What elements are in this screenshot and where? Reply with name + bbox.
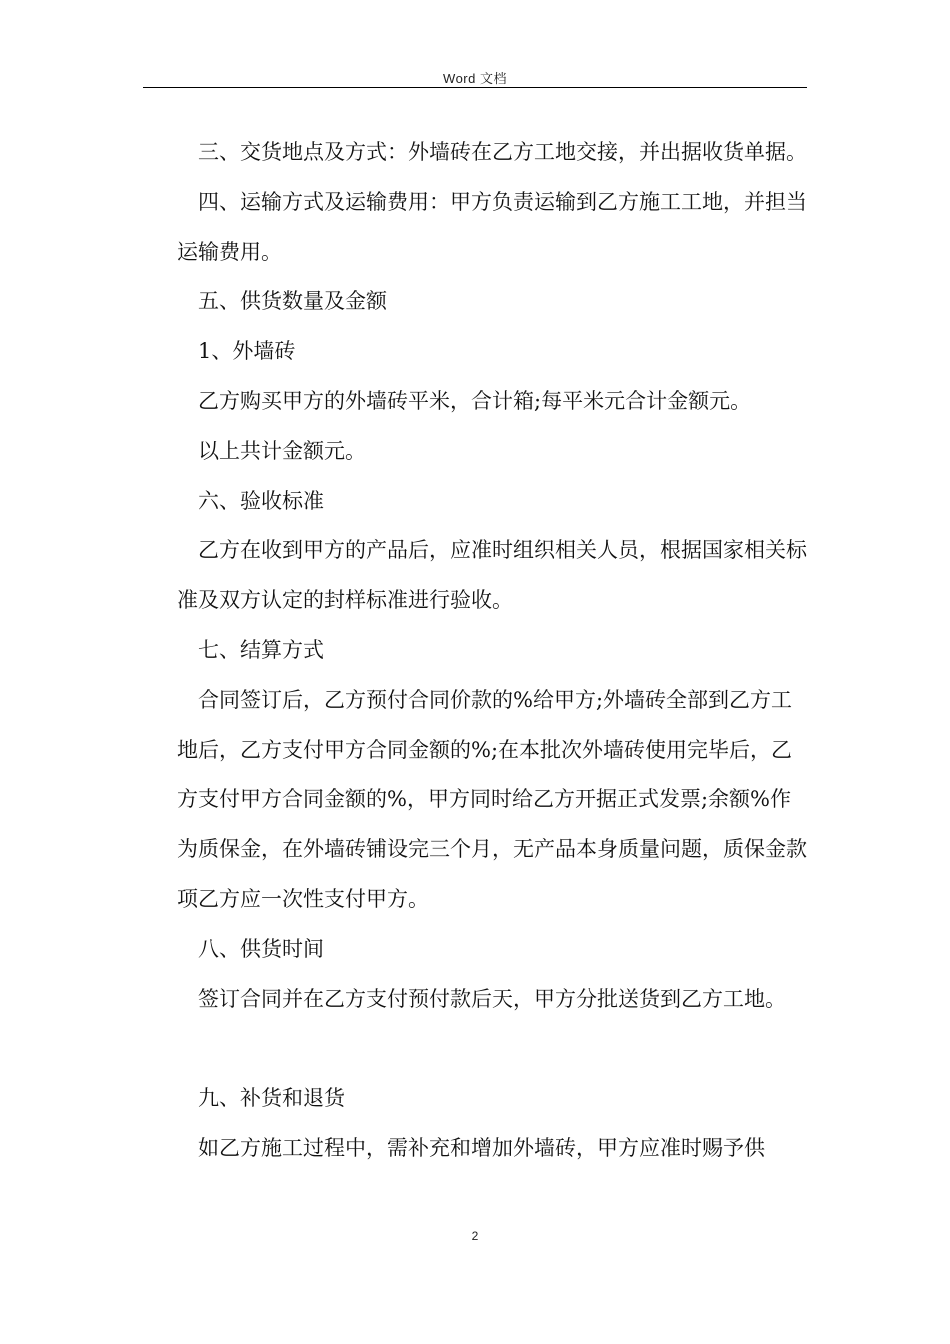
- page-header-title: Word 文档: [443, 71, 507, 86]
- paragraph-transport: 四、运输方式及运输费用：甲方负责运输到乙方施工工地，并担当运输费用。: [177, 189, 807, 264]
- paragraph-restock-return: 如乙方施工过程中，需补充和增加外墙砖，甲方应准时赐予供: [198, 1136, 765, 1161]
- subheading-exterior-tiles: 1、外墙砖: [198, 339, 296, 364]
- paragraph-settlement: 合同签订后，乙方预付合同价款的%给甲方;外墙砖全部到乙方工地后，乙方支付甲方合同金额的%;在本批次外墙砖使用完毕后，乙方支付甲方合同金额的%，甲方同时给乙方开据正式发票;余额%作为质保金，在外墙砖铺设完三个月，无产品本身质量问题，质保金款项乙方应一次性支付甲方。: [177, 687, 807, 911]
- paragraph-delivery-location: 三、交货地点及方式：外墙砖在乙方工地交接，并出据收货单据。: [198, 140, 807, 164]
- section-heading-quantity-amount: 五、供货数量及金额: [198, 289, 387, 314]
- section-heading-settlement: 七、结算方式: [198, 637, 324, 662]
- document-body: [177, 128, 807, 1174]
- paragraph-supply-time: 签订合同并在乙方支付预付款后天，甲方分批送货到乙方工地。: [198, 986, 786, 1011]
- paragraph-acceptance: 乙方在收到甲方的产品后，应准时组织相关人员，根据国家相关标准及双方认定的封样标准进行验收。: [177, 538, 807, 613]
- page-number: 2: [471, 1229, 479, 1243]
- section-heading-restock-return: 九、补货和退货: [198, 1086, 345, 1111]
- paragraph-total-amount: 以上共计金额元。: [198, 438, 366, 463]
- blank-line: [177, 1024, 807, 1074]
- section-heading-acceptance: 六、验收标准: [198, 488, 324, 513]
- section-heading-supply-time: 八、供货时间: [198, 936, 324, 961]
- header-divider: [143, 87, 807, 88]
- paragraph-purchase-details: 乙方购买甲方的外墙砖平米，合计箱;每平米元合计金额元。: [198, 388, 752, 413]
